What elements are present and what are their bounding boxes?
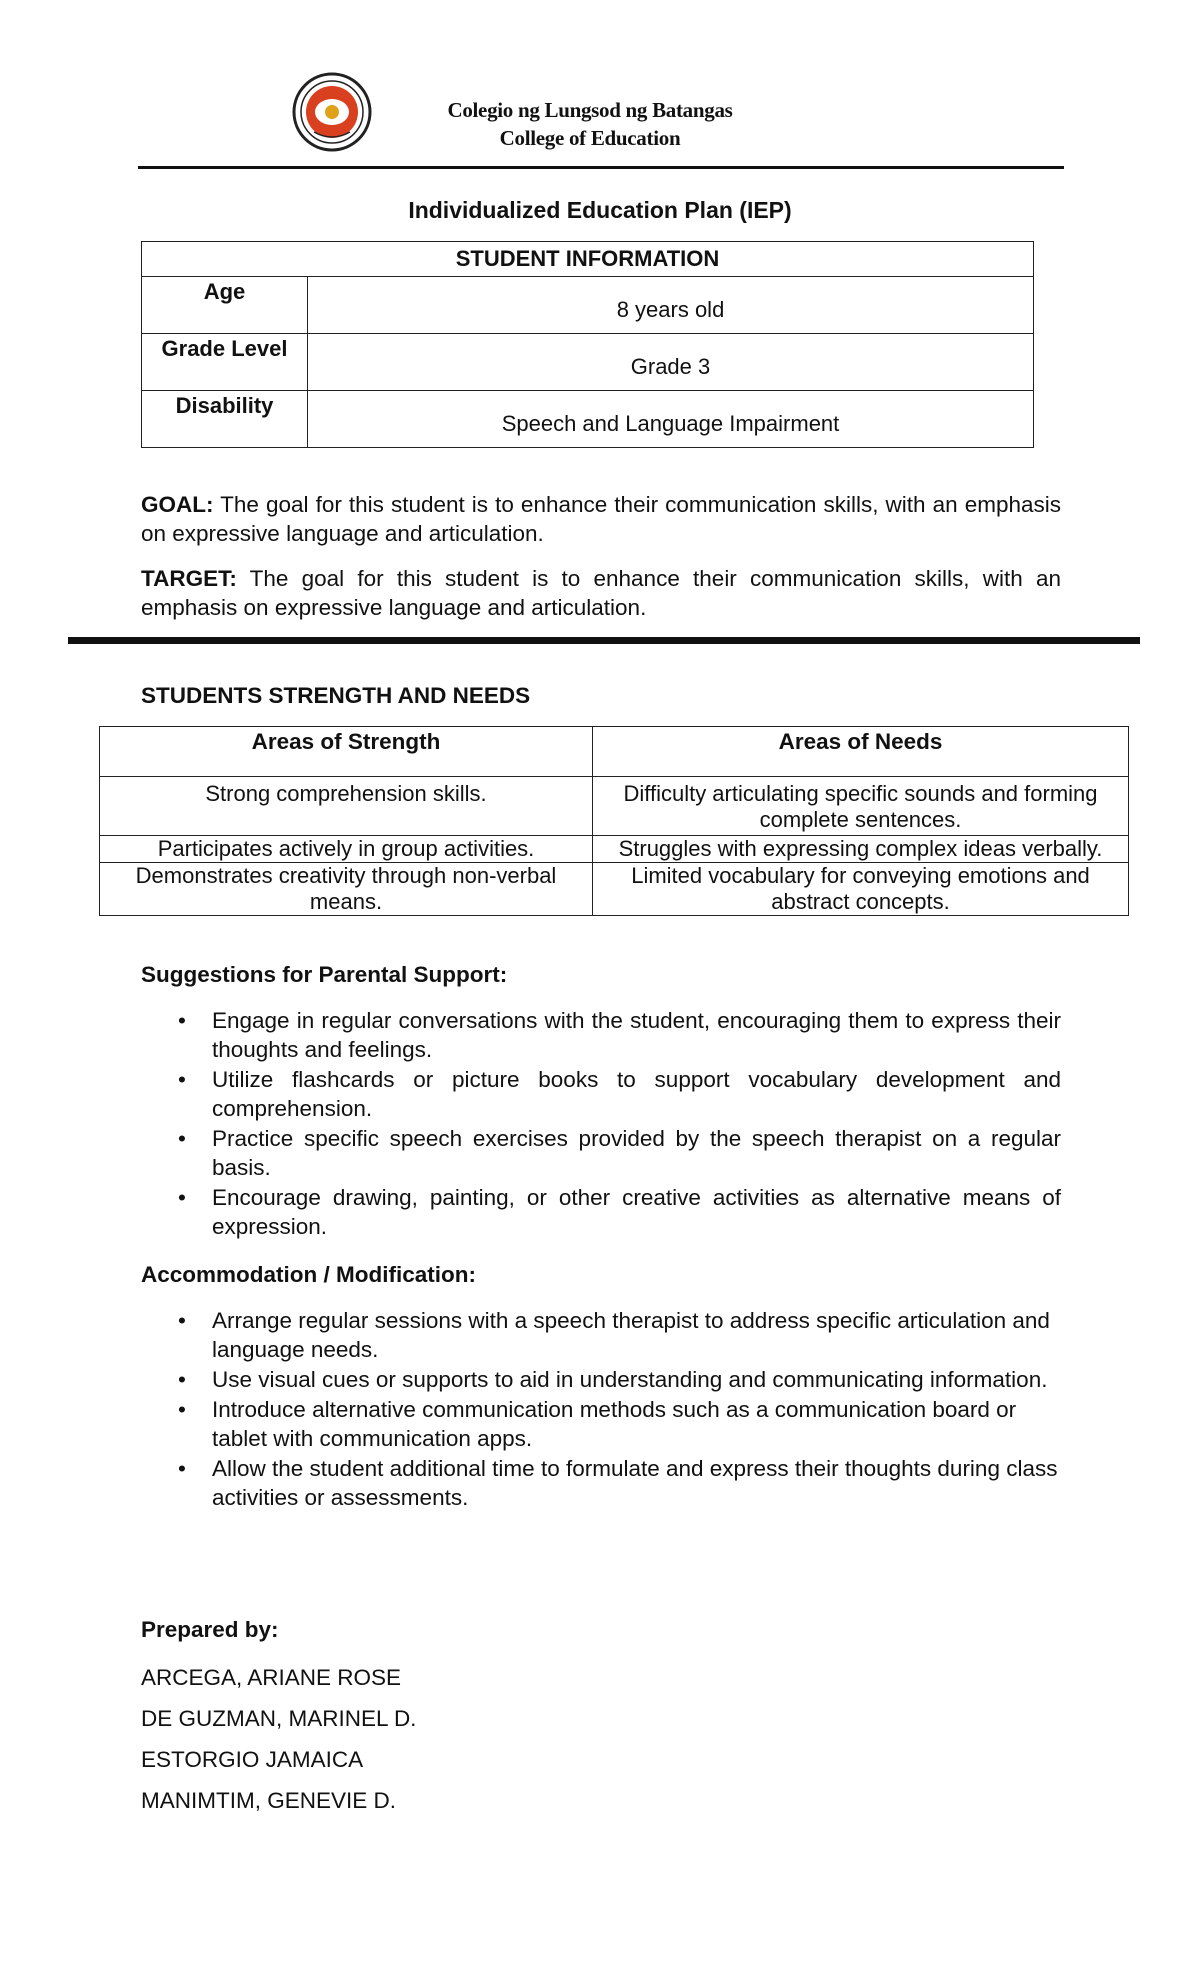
target-text: The goal for this student is to enhance their communication skills, with an emphasis on expressive language and articulation. bbox=[141, 566, 1061, 620]
prepared-by-title: Prepared by: bbox=[141, 1617, 279, 1642]
preparer-names bbox=[141, 1657, 416, 1821]
bullet-icon: • bbox=[178, 1397, 186, 1422]
disability-value: Speech and Language Impairment bbox=[308, 391, 1034, 448]
parental-support-list bbox=[141, 1006, 1061, 1242]
list-item: • Engage in regular conversations with the student, encouraging them to express their thoughts and feelings. bbox=[178, 1008, 1061, 1062]
list-item: • Use visual cues or supports to aid in understanding and communicating information. bbox=[178, 1367, 1048, 1392]
list-item: • Introduce alternative communication methods such as a communication board or tablet with communication apps. bbox=[178, 1397, 1017, 1451]
document-title: Individualized Education Plan (IEP) bbox=[408, 197, 792, 223]
strength-column-header: Areas of Strength bbox=[100, 727, 593, 777]
grade-level-label: Grade Level bbox=[142, 334, 308, 391]
goal-paragraph bbox=[141, 490, 1061, 548]
strengths-needs-title: STUDENTS STRENGTH AND NEEDS bbox=[141, 683, 531, 708]
list-item: • Allow the student additional time to formulate and express their thoughts during class activities or assessments. bbox=[178, 1456, 1058, 1510]
target-paragraph bbox=[141, 564, 1061, 622]
strengths-needs-table bbox=[99, 726, 1129, 916]
table-row bbox=[100, 836, 1129, 863]
bullet-icon: • bbox=[178, 1067, 186, 1092]
needs-cell: Limited vocabulary for conveying emotions and abstract concepts. bbox=[593, 863, 1129, 916]
grade-level-value: Grade 3 bbox=[308, 334, 1034, 391]
bullet-icon: • bbox=[178, 1126, 186, 1151]
strength-cell: Participates actively in group activities. bbox=[100, 836, 593, 863]
strength-cell: Demonstrates creativity through non-verbal means. bbox=[100, 863, 593, 916]
list-item: • Arrange regular sessions with a speech therapist to address specific articulation and language needs. bbox=[178, 1308, 1050, 1362]
strength-cell: Strong comprehension skills. bbox=[100, 777, 593, 836]
department-name: College of Education bbox=[499, 126, 681, 150]
table-row bbox=[100, 863, 1129, 916]
bullet-icon: • bbox=[178, 1308, 186, 1333]
needs-column-header: Areas of Needs bbox=[593, 727, 1129, 777]
header-divider bbox=[138, 166, 1064, 169]
age-label: Age bbox=[142, 277, 308, 334]
college-seal-icon bbox=[292, 72, 372, 152]
age-value: 8 years old bbox=[308, 277, 1034, 334]
section-divider bbox=[68, 637, 1140, 644]
needs-cell: Difficulty articulating specific sounds and forming complete sentences. bbox=[593, 777, 1129, 836]
accommodation-title: Accommodation / Modification: bbox=[141, 1262, 476, 1287]
bullet-icon: • bbox=[178, 1456, 186, 1481]
list-item: • Encourage drawing, painting, or other creative activities as alternative means of expression. bbox=[178, 1185, 1061, 1239]
table-row bbox=[142, 277, 1034, 334]
table-row bbox=[142, 391, 1034, 448]
preparer-name: MANIMTIM, GENEVIE D. bbox=[141, 1788, 397, 1813]
bullet-icon: • bbox=[178, 1185, 186, 1210]
table-row bbox=[100, 777, 1129, 836]
bullet-icon: • bbox=[178, 1367, 186, 1392]
target-label: TARGET: bbox=[141, 566, 237, 591]
college-header bbox=[440, 96, 740, 152]
list-item: • Utilize flashcards or picture books to support vocabulary development and comprehension. bbox=[178, 1067, 1061, 1121]
needs-cell: Struggles with expressing complex ideas verbally. bbox=[593, 836, 1129, 863]
student-info-table bbox=[141, 241, 1034, 448]
parental-support-title: Suggestions for Parental Support: bbox=[141, 962, 508, 987]
table-row bbox=[142, 334, 1034, 391]
list-item: • Practice specific speech exercises provided by the speech therapist on a regular basis. bbox=[178, 1126, 1061, 1180]
goal-text: The goal for this student is to enhance their communication skills, with an emphasis on expressive language and articulation. bbox=[141, 492, 1061, 546]
preparer-name: ESTORGIO JAMAICA bbox=[141, 1747, 364, 1772]
bullet-icon: • bbox=[178, 1008, 186, 1033]
student-info-heading: STUDENT INFORMATION bbox=[142, 242, 1034, 277]
disability-label: Disability bbox=[142, 391, 308, 448]
goal-label: GOAL: bbox=[141, 492, 214, 517]
preparer-name: ARCEGA, ARIANE ROSE bbox=[141, 1665, 402, 1690]
accommodation-list bbox=[141, 1306, 1061, 1513]
college-name: Colegio ng Lungsod ng Batangas bbox=[447, 98, 733, 122]
preparer-name: DE GUZMAN, MARINEL D. bbox=[141, 1706, 417, 1731]
